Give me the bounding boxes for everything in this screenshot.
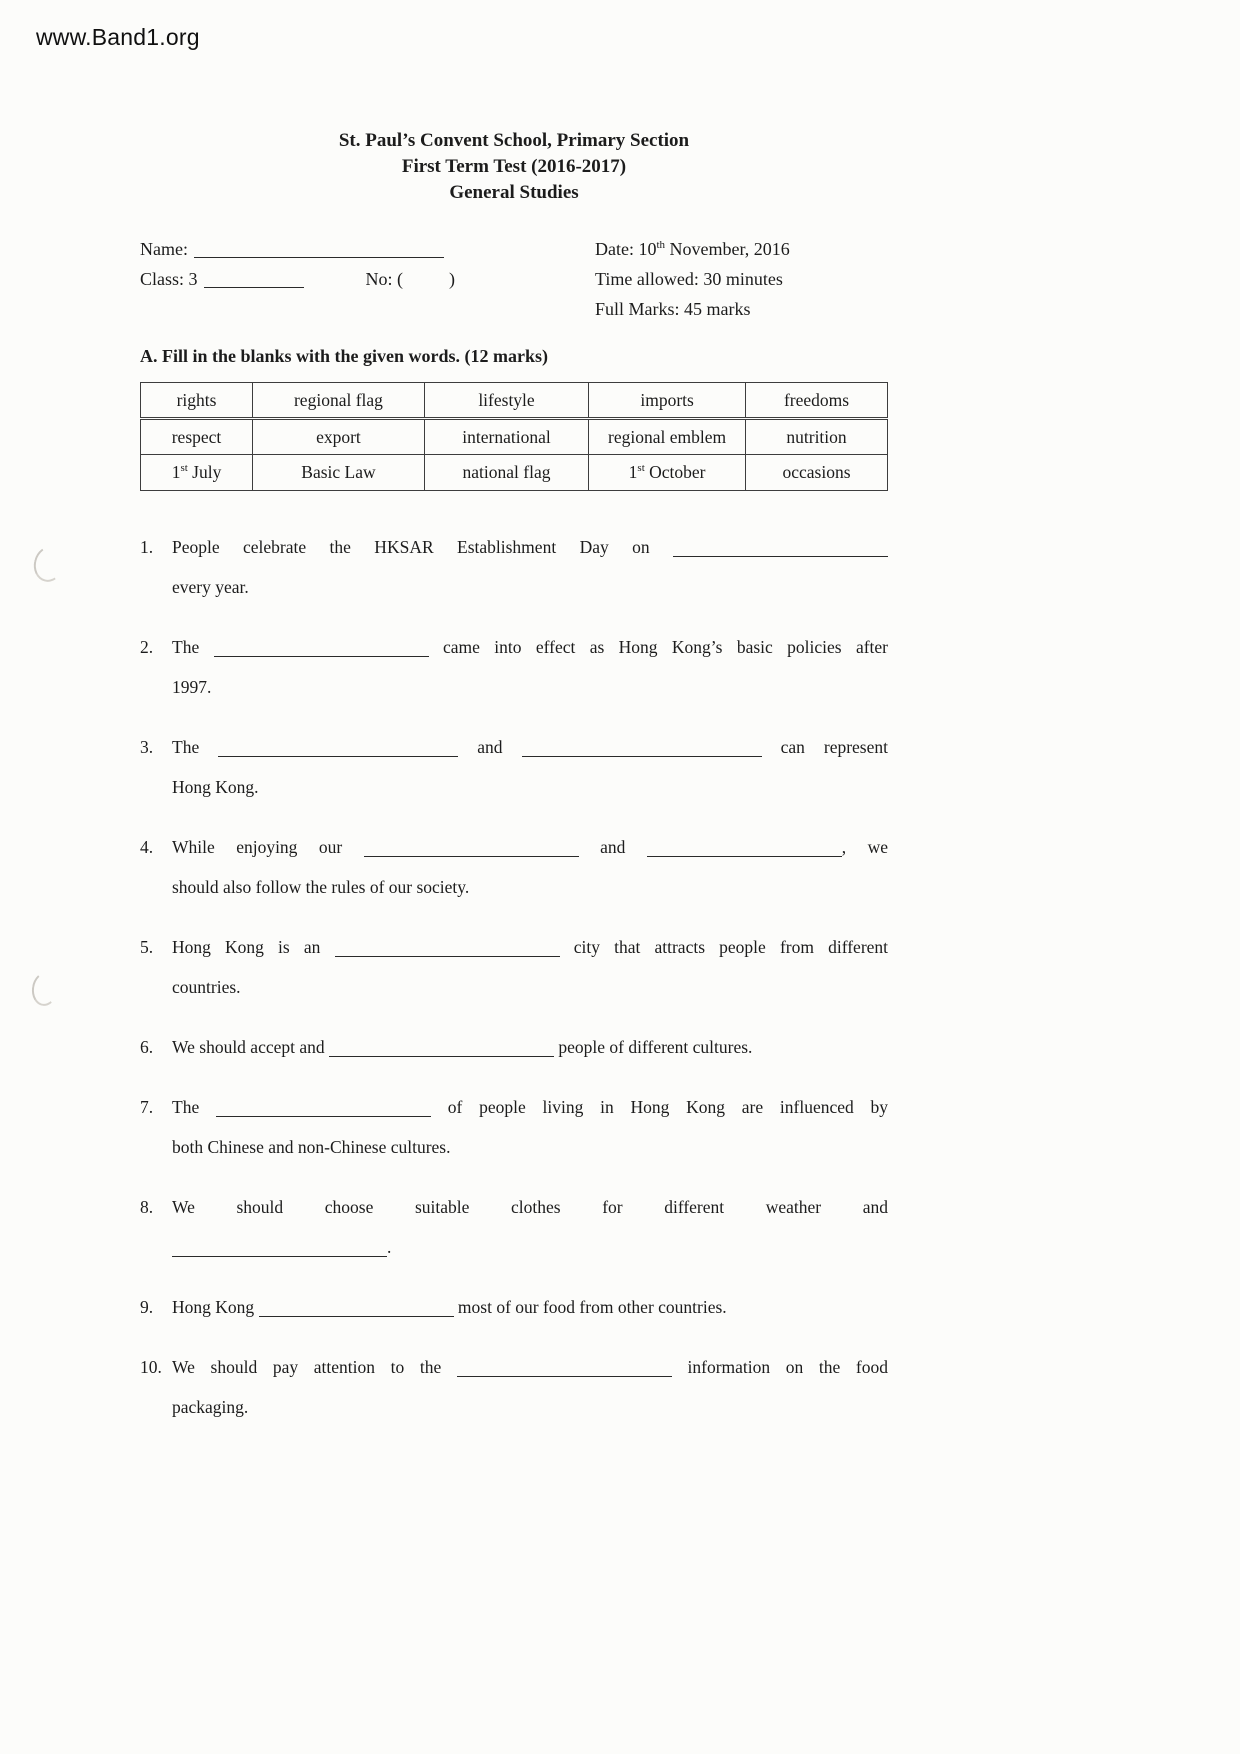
word-bank-cell: occasions: [746, 455, 888, 491]
question-line: countries.: [172, 977, 241, 997]
question-line: .: [172, 1227, 888, 1267]
question-number: 10.: [140, 1357, 162, 1377]
question-number: 8.: [140, 1197, 154, 1217]
question-line: The and can represent: [172, 737, 888, 757]
info-right-column: [595, 234, 888, 324]
info-left-column: [140, 234, 595, 324]
word-bank-cell: imports: [589, 383, 746, 419]
question-line: People celebrate the HKSAR Establishment Day on: [172, 527, 888, 567]
question-line: packaging.: [172, 1397, 249, 1417]
section-a-heading: A. Fill in the blanks with the given words. (12 marks): [140, 346, 549, 366]
test-title: First Term Test (2016-2017): [401, 156, 627, 177]
title-block: [140, 128, 888, 206]
word-bank-row: [141, 419, 888, 455]
word-bank-cell: nutrition: [746, 419, 888, 455]
answer-blank: [335, 943, 560, 957]
word-bank-cell: regional emblem: [589, 419, 746, 455]
question-2: [140, 627, 888, 707]
question-8: [140, 1187, 888, 1267]
number-field: [366, 269, 456, 289]
word-bank-cell: export: [253, 419, 425, 455]
word-bank-table: [140, 382, 888, 491]
word-bank-cell: freedoms: [746, 383, 888, 419]
answer-blank: [172, 1243, 387, 1257]
no-close-paren: ): [449, 269, 456, 289]
class-label: Class: 3: [140, 269, 198, 289]
name-blank-line: [194, 246, 444, 258]
question-number: 7.: [140, 1097, 154, 1117]
question-1: [140, 527, 888, 607]
question-9: [140, 1287, 888, 1327]
name-row: [140, 234, 595, 264]
scan-artifact-mark: [30, 543, 68, 585]
info-block: [140, 234, 888, 324]
question-list: [140, 527, 888, 1427]
subject-title: General Studies: [449, 182, 579, 203]
answer-blank: [214, 643, 429, 657]
answer-blank: [218, 743, 458, 757]
marks-row: Full Marks: 45 marks: [595, 299, 751, 319]
site-watermark: www.Band1.org: [36, 24, 200, 50]
question-10: [140, 1347, 888, 1427]
question-line: We should accept and people of different cultures.: [172, 1037, 753, 1057]
question-number: 5.: [140, 937, 154, 957]
school-name: St. Paul’s Convent School, Primary Section: [338, 130, 690, 151]
word-bank-row: [141, 383, 888, 419]
time-row: Time allowed: 30 minutes: [595, 269, 783, 289]
question-line: We should choose suitable clothes for different weather and: [172, 1197, 888, 1217]
word-bank-cell: regional flag: [253, 383, 425, 419]
question-line: Hong Kong.: [172, 777, 259, 797]
question-line: both Chinese and non-Chinese cultures.: [172, 1137, 451, 1157]
answer-blank: [647, 843, 842, 857]
word-bank-cell: rights: [141, 383, 253, 419]
question-line: While enjoying our and , we: [172, 837, 889, 857]
class-row: [140, 264, 595, 294]
question-line: every year.: [172, 577, 249, 597]
question-number: 3.: [140, 737, 154, 757]
question-line: Hong Kong most of our food from other countries.: [172, 1297, 727, 1317]
word-bank-cell: international: [424, 419, 588, 455]
word-bank-cell: 1st July: [141, 455, 253, 491]
date-row: Date: 10th November, 2016: [595, 239, 790, 259]
word-bank-cell: 1st October: [589, 455, 746, 491]
answer-blank: [457, 1363, 672, 1377]
question-5: [140, 927, 888, 1007]
question-4: [140, 827, 888, 907]
question-line: 1997.: [172, 677, 212, 697]
question-6: [140, 1027, 888, 1067]
question-line: Hong Kong is an city that attracts people from different: [172, 937, 889, 957]
answer-blank: [673, 543, 888, 557]
word-bank-cell: Basic Law: [253, 455, 425, 491]
question-7: [140, 1087, 888, 1167]
question-number: 6.: [140, 1037, 154, 1057]
question-line: We should pay attention to the information on the food: [172, 1357, 889, 1377]
question-number: 9.: [140, 1297, 154, 1317]
question-line: should also follow the rules of our society.: [172, 877, 470, 897]
question-line: The of people living in Hong Kong are influenced by: [172, 1097, 889, 1117]
word-bank-cell: lifestyle: [424, 383, 588, 419]
answer-blank: [522, 743, 762, 757]
answer-blank: [259, 1303, 454, 1317]
word-bank-cell: national flag: [424, 455, 588, 491]
paper-content: [140, 128, 888, 1447]
name-label: Name:: [140, 239, 188, 259]
no-label: No: (: [365, 269, 404, 289]
answer-blank: [329, 1043, 554, 1057]
scan-artifact-mark: [30, 970, 60, 1007]
answer-blank: [216, 1103, 431, 1117]
class-blank-line: [204, 276, 304, 288]
question-3: [140, 727, 888, 807]
question-number: 1.: [140, 537, 154, 557]
word-bank-row: [141, 455, 888, 491]
question-number: 2.: [140, 637, 154, 657]
answer-blank: [364, 843, 579, 857]
question-line: The came into effect as Hong Kong’s basic policies after: [172, 637, 889, 657]
question-number: 4.: [140, 837, 154, 857]
word-bank-cell: respect: [141, 419, 253, 455]
